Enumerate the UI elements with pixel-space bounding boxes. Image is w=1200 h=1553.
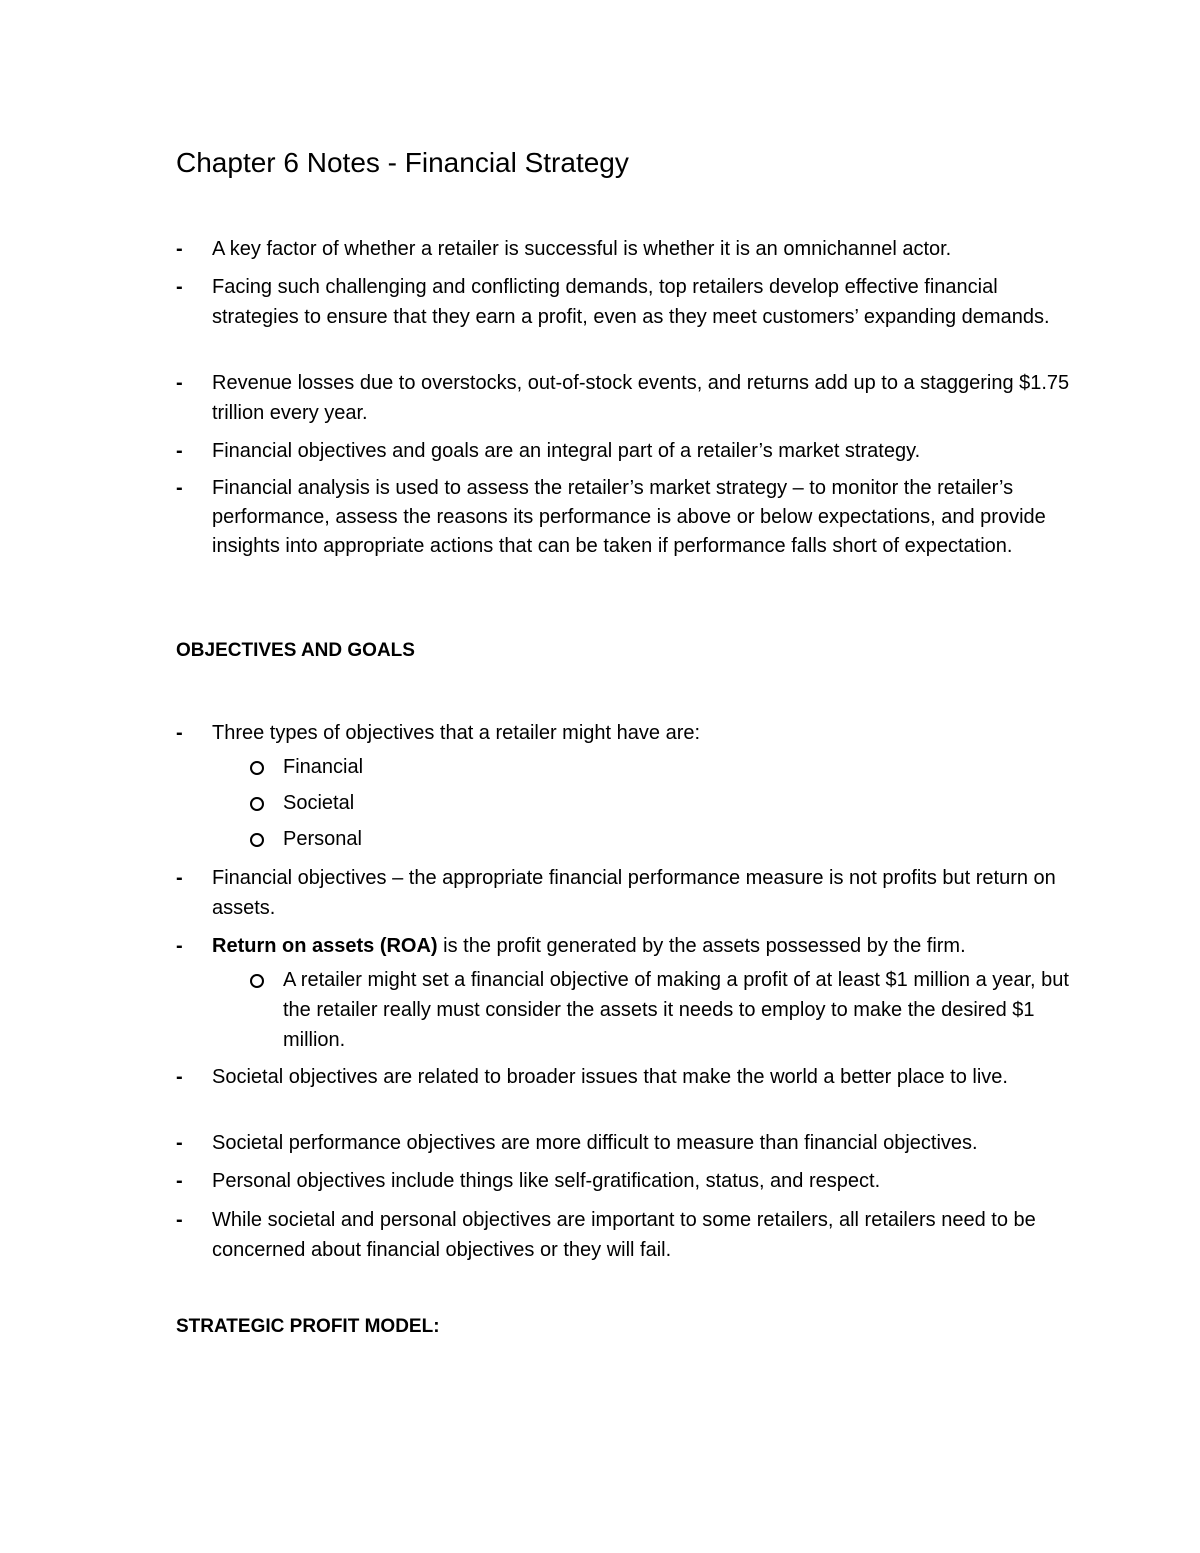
list-item-text: Societal performance objectives are more difficult to measure than financial objectives. — [212, 1132, 978, 1154]
section-heading-objectives: OBJECTIVES AND GOALS — [176, 640, 415, 661]
sub-list-item-text: Societal — [283, 792, 355, 814]
dash-bullet-icon: - — [176, 1132, 183, 1154]
dash-bullet-icon: - — [176, 238, 183, 260]
dash-bullet-icon: - — [176, 1066, 183, 1088]
circle-bullet-icon — [250, 974, 264, 988]
sub-list-item — [283, 788, 1073, 818]
dash-bullet-icon: - — [176, 935, 183, 957]
list-item-text: Revenue losses due to overstocks, out-of-stock events, and returns add up to a staggering $1.75 trillion every year. — [212, 372, 1070, 424]
dash-bullet-icon: - — [176, 276, 183, 298]
dash-bullet-icon: - — [176, 440, 183, 462]
dash-bullet-icon: - — [176, 372, 183, 394]
list-item — [176, 1166, 1072, 1196]
list-item-text: Financial objectives – the appropriate financial performance measure is not profits but return on assets. — [212, 867, 1056, 919]
circle-bullet-icon — [250, 761, 264, 775]
circle-bullet-icon — [250, 797, 264, 811]
dash-bullet-icon: - — [176, 477, 183, 499]
list-item — [176, 718, 1072, 748]
roa-definition: is the profit generated by the assets possessed by the firm. — [437, 935, 966, 957]
list-item — [176, 436, 1072, 466]
list-item — [176, 1062, 1072, 1092]
list-item — [176, 272, 1072, 332]
sub-list-item-text: A retailer might set a financial objective of making a profit of at least $1 million a year, but the retailer really must consider the assets it needs to employ to make the desired $1 million. — [283, 969, 1069, 1051]
roa-term: Return on assets (ROA) — [212, 935, 438, 957]
page-title: Chapter 6 Notes - Financial Strategy — [176, 147, 629, 178]
section-heading-strategic-profit-model: STRATEGIC PROFIT MODEL: — [176, 1316, 440, 1337]
list-item-roa — [176, 931, 1072, 961]
list-item — [176, 368, 1072, 428]
list-item-text: Facing such challenging and conflicting demands, top retailers develop effective financial strategies to ensure that they earn a profit, even as they meet customers’ expanding demands. — [212, 276, 1050, 328]
dash-bullet-icon: - — [176, 1209, 183, 1231]
list-item-text: A key factor of whether a retailer is successful is whether it is an omnichannel actor. — [212, 238, 952, 260]
list-item — [176, 234, 1072, 264]
list-item-text: Personal objectives include things like self-gratification, status, and respect. — [212, 1170, 881, 1192]
list-item — [176, 1205, 1072, 1265]
list-item-text — [212, 931, 1072, 961]
list-item-text: While societal and personal objectives are important to some retailers, all retailers need to be concerned about financial objectives or they will fail. — [212, 1209, 1036, 1261]
list-item — [176, 863, 1072, 923]
sub-list-item — [283, 824, 1073, 854]
list-item-text: Financial objectives and goals are an integral part of a retailer’s market strategy. — [212, 440, 921, 462]
list-item — [176, 474, 1072, 561]
sub-list-item-text: Personal — [283, 828, 362, 850]
sub-list-item — [283, 965, 1073, 1055]
list-item-text: Three types of objectives that a retailer might have are: — [212, 722, 701, 744]
dash-bullet-icon: - — [176, 722, 183, 744]
sub-list-item-text: Financial — [283, 756, 364, 778]
list-item-text: Financial analysis is used to assess the retailer’s market strategy – to monitor the retailer’s performance, assess the reasons its performance is above or below expectations, and provide insights into appropriate actions that can be taken if performance falls short of expectation. — [212, 477, 1046, 557]
dash-bullet-icon: - — [176, 1170, 183, 1192]
dash-bullet-icon: - — [176, 867, 183, 889]
circle-bullet-icon — [250, 833, 264, 847]
sub-list-item — [283, 752, 1073, 782]
list-item — [176, 1128, 1072, 1158]
list-item-text: Societal objectives are related to broader issues that make the world a better place to live. — [212, 1066, 1008, 1088]
